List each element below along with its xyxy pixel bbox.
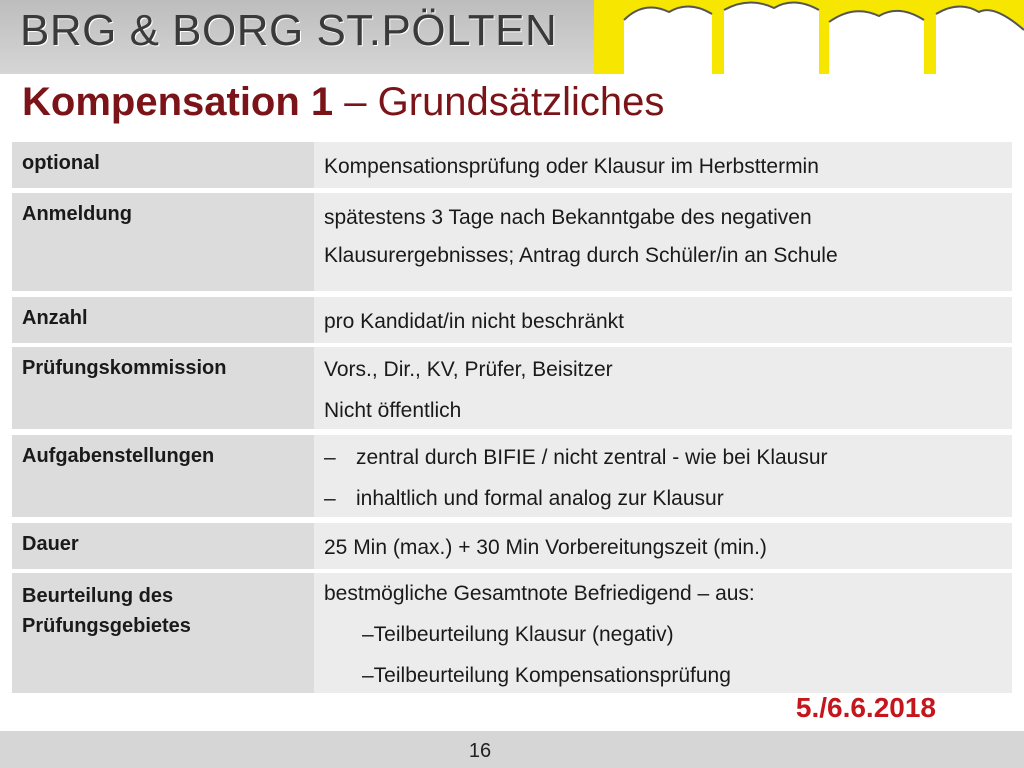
- row-value-line: Klausurergebnisses; Antrag durch Schüler/in an Schule: [324, 244, 838, 267]
- table-row: [12, 347, 1012, 429]
- row-label: Anmeldung: [12, 193, 314, 291]
- table-row: [12, 193, 1012, 291]
- row-value: [314, 193, 1012, 291]
- page-number: 16: [468, 740, 492, 762]
- row-value-line: pro Kandidat/in nicht beschränkt: [324, 310, 625, 333]
- table-row: [12, 523, 1012, 569]
- row-value: [314, 297, 1012, 343]
- header-banner: [0, 0, 1024, 74]
- row-label: [12, 573, 314, 693]
- slide-title: [22, 80, 664, 125]
- row-value-line: Vors., Dir., KV, Prüfer, Beisitzer: [324, 358, 613, 381]
- date-label: 5./6.6.2018: [795, 692, 936, 723]
- table-row: [12, 573, 1012, 693]
- table-row: [12, 435, 1012, 517]
- school-name: BRG & BORG ST.PÖLTEN: [20, 6, 558, 55]
- dash-bullet-icon: –: [324, 487, 336, 510]
- row-label: Dauer: [12, 523, 314, 569]
- list-item: [324, 437, 1002, 478]
- table-row: [12, 297, 1012, 343]
- cloud-pattern-icon: [594, 0, 1024, 74]
- row-value-line: spätestens 3 Tage nach Bekanntgabe des negativen: [324, 206, 812, 229]
- row-value-line: bestmögliche Gesamtnote Befriedigend – aus:: [324, 582, 755, 605]
- row-value-line: Nicht öffentlich: [324, 399, 462, 422]
- row-label: Anzahl: [12, 297, 314, 343]
- slide-title-rest: – Grundsätzliches: [333, 80, 665, 124]
- table-row: [12, 142, 1012, 188]
- banner-cloud-graphic: [594, 0, 1024, 74]
- sub-item: –Teilbeurteilung Kompensationsprüfung: [362, 664, 731, 687]
- banner-text-area: [0, 0, 594, 74]
- row-value-line: Kompensationsprüfung oder Klausur im Herbsttermin: [324, 155, 819, 178]
- list-item: [324, 478, 1002, 519]
- row-label: optional: [12, 142, 314, 188]
- row-label: Prüfungskommission: [12, 347, 314, 429]
- slide-title-bold: Kompensation 1: [22, 80, 334, 124]
- list-item-text: zentral durch BIFIE / nicht zentral - wie bei Klausur: [356, 446, 828, 469]
- row-value: [314, 347, 1012, 429]
- row-value: [314, 435, 1012, 517]
- list-item-text: inhaltlich und formal analog zur Klausur: [356, 487, 724, 510]
- row-label: Aufgabenstellungen: [12, 435, 314, 517]
- row-value-line: 25 Min (max.) + 30 Min Vorbereitungszeit (min.): [324, 536, 767, 559]
- row-label-line: Prüfungsgebietes: [22, 615, 191, 637]
- sub-item: –Teilbeurteilung Klausur (negativ): [362, 623, 674, 646]
- row-value: [314, 573, 1012, 693]
- row-label-line: Beurteilung des: [22, 585, 174, 607]
- row-value: [314, 142, 1012, 188]
- row-value: [314, 523, 1012, 569]
- dash-bullet-icon: –: [324, 446, 336, 469]
